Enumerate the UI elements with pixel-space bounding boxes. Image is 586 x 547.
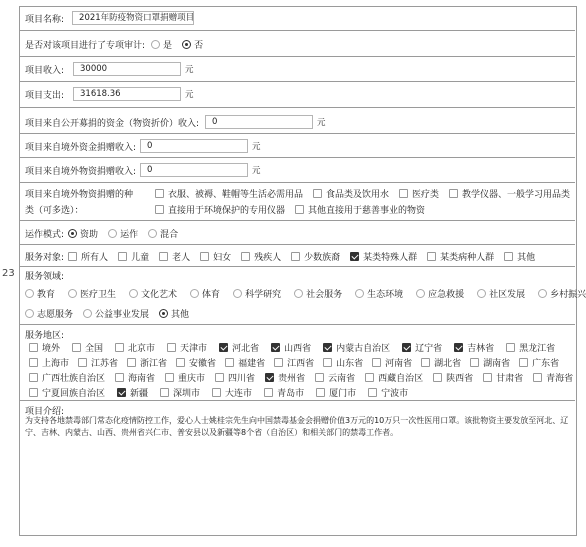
option-label: 其他 — [517, 253, 536, 263]
checkbox[interactable] — [372, 358, 381, 367]
targets-line-option[interactable] — [350, 250, 417, 263]
fields-line1-option[interactable] — [477, 287, 525, 300]
option-label: 甘肃省 — [496, 374, 524, 384]
intro-text: 为支持各地禁毒部门常态化疫情防控工作，爱心人士姚桂宗先生向中国禁毒基金会捐赠价值3万元的10万只一次性医用口罩。该批物资主要发放至河北、辽宁、吉林、内蒙古、山西、贵州省兴仁市、普安县以及新疆等8个省（自治区）和相关部门的禁毒工作者。 — [25, 416, 569, 437]
radio[interactable] — [416, 289, 425, 298]
option-label: 医疗卫生 — [80, 290, 117, 300]
option-label: 四川省 — [228, 374, 256, 384]
option-label: 江西省 — [287, 359, 315, 369]
regions-line4-option[interactable] — [117, 386, 148, 399]
checkbox[interactable] — [200, 252, 209, 261]
overseas-goods-label: 项目来自境外物资捐赠收入: — [25, 166, 137, 177]
option-label: 辽宁省 — [415, 344, 443, 354]
income-label: 项目收入: — [25, 65, 65, 76]
fields-line1-option[interactable] — [233, 287, 281, 300]
project-name-field[interactable]: 2021年防疫物资口罩捐赠项目 — [72, 11, 194, 25]
checkbox[interactable] — [29, 373, 38, 382]
row-project-name — [19, 6, 575, 30]
option-label: 浙江省 — [140, 359, 168, 369]
checkbox[interactable] — [470, 358, 479, 367]
option-label: 某类特殊人群 — [363, 253, 418, 263]
checkbox[interactable] — [115, 343, 124, 352]
radio[interactable] — [83, 309, 92, 318]
regions-line4-option[interactable] — [368, 386, 408, 399]
option-label: 公益事业发展 — [95, 310, 150, 320]
checkbox[interactable] — [265, 373, 274, 382]
option-label: 社会服务 — [306, 290, 343, 300]
regions-line2-option[interactable] — [225, 356, 265, 369]
overseas-fund-label: 项目来自境外资金捐赠收入: — [25, 142, 137, 153]
goods-types-label-2: 类（可多选）： — [25, 206, 84, 216]
row-targets — [19, 244, 575, 266]
radio[interactable] — [190, 289, 199, 298]
option-label: 河北省 — [232, 344, 260, 354]
checkbox[interactable] — [78, 358, 87, 367]
option-label: 广西壮族自治区 — [42, 374, 106, 384]
checkbox[interactable] — [506, 343, 515, 352]
checkbox[interactable] — [155, 205, 164, 214]
checkbox[interactable] — [399, 189, 408, 198]
checkbox[interactable] — [291, 252, 300, 261]
option-label: 文化艺术 — [141, 290, 178, 300]
targets-line-option[interactable] — [68, 250, 108, 263]
checkbox[interactable] — [225, 358, 234, 367]
row-intro — [19, 400, 575, 534]
checkbox[interactable] — [160, 388, 169, 397]
checkbox[interactable] — [115, 373, 124, 382]
radio[interactable] — [159, 309, 168, 318]
checkbox[interactable] — [483, 373, 492, 382]
fields-line1-option[interactable] — [294, 287, 342, 300]
fields-line1-option[interactable] — [416, 287, 464, 300]
fields-line2-option[interactable] — [159, 307, 189, 320]
intro-label: 项目介绍: — [25, 407, 65, 417]
regions-line1-option[interactable] — [323, 341, 390, 354]
goods-types-label-1: 项目来自境外物资捐赠的种 — [25, 190, 134, 200]
regions-line4-option[interactable] — [160, 386, 200, 399]
checkbox[interactable] — [176, 358, 185, 367]
checkbox[interactable] — [167, 343, 176, 352]
row-fields — [19, 266, 586, 324]
expense-unit: 元 — [185, 90, 194, 100]
radio[interactable] — [68, 229, 77, 238]
audit-option-yes[interactable]: 是 — [151, 38, 172, 51]
option-label: 残疾人 — [254, 253, 282, 263]
option-label: 西藏自治区 — [378, 374, 424, 384]
regions-line4-option[interactable] — [264, 386, 304, 399]
radio[interactable] — [68, 289, 77, 298]
radio[interactable] — [355, 289, 364, 298]
option-label: 应急救援 — [428, 290, 465, 300]
row-overseas-fund — [19, 133, 575, 157]
checkbox[interactable] — [219, 343, 228, 352]
public-income-field[interactable]: 0 — [205, 115, 313, 129]
option-label: 云南省 — [328, 374, 356, 384]
checkbox[interactable] — [433, 373, 442, 382]
radio[interactable] — [25, 289, 34, 298]
audit-label: 是否对该项目进行了专项审计: — [25, 41, 146, 51]
option-label: 社区发展 — [489, 290, 526, 300]
checkbox[interactable] — [350, 252, 359, 261]
checkbox[interactable] — [155, 189, 164, 198]
regions-line2-option[interactable] — [519, 356, 559, 369]
option-label: 少数族裔 — [304, 253, 341, 263]
checkbox[interactable] — [264, 388, 273, 397]
row-income — [19, 56, 575, 81]
option-label: 河南省 — [385, 359, 413, 369]
regions-line4-option[interactable] — [316, 386, 356, 399]
fields-line2-option[interactable] — [25, 307, 73, 320]
option-label: 老人 — [172, 253, 191, 263]
mode-option-mixed[interactable]: 混合 — [148, 227, 178, 240]
regions-line1-option[interactable] — [115, 341, 155, 354]
option-label: 福建省 — [238, 359, 266, 369]
fields-line1-option[interactable] — [129, 287, 177, 300]
checkbox[interactable] — [212, 388, 221, 397]
project-name-label: 项目名称: — [25, 14, 65, 25]
overseas-goods-field[interactable]: 0 — [140, 163, 248, 177]
regions-line1-option[interactable] — [271, 341, 311, 354]
option-label: 宁波市 — [381, 389, 409, 399]
checkbox[interactable] — [165, 373, 174, 382]
targets-line-option[interactable] — [291, 250, 340, 263]
targets-label: 服务对象: — [25, 253, 65, 263]
targets-line-option[interactable] — [159, 250, 190, 263]
regions-line2-option[interactable] — [323, 356, 363, 369]
regions-line3-option[interactable] — [115, 371, 155, 384]
option-label: 安徽省 — [189, 359, 217, 369]
checkbox[interactable] — [368, 388, 377, 397]
regions-line4-option[interactable] — [29, 386, 105, 399]
regions-line1-option[interactable] — [72, 341, 103, 354]
option-label: 大连市 — [225, 389, 253, 399]
overseas-fund-unit: 元 — [252, 142, 261, 152]
regions-line2-option[interactable] — [372, 356, 412, 369]
targets-line-option[interactable] — [241, 250, 281, 263]
overseas-fund-field[interactable]: 0 — [140, 139, 248, 153]
option-label: 北京市 — [128, 344, 156, 354]
checkbox[interactable] — [313, 189, 322, 198]
checkbox[interactable] — [127, 358, 136, 367]
checkbox[interactable] — [29, 343, 38, 352]
option-label: 所有人 — [81, 253, 109, 263]
income-unit: 元 — [185, 65, 194, 75]
checkbox[interactable] — [274, 358, 283, 367]
mode-option-fund[interactable]: 资助 — [68, 227, 98, 240]
overseas-goods-unit: 元 — [252, 166, 261, 176]
goods-type-medical[interactable]: 医疗类 — [399, 187, 439, 200]
checkbox[interactable] — [315, 373, 324, 382]
option-label: 其他 — [171, 310, 190, 320]
radio-no[interactable] — [182, 40, 191, 49]
regions-line1-option[interactable] — [402, 341, 442, 354]
row-number: 23 — [2, 268, 15, 279]
option-label: 江苏省 — [91, 359, 119, 369]
option-label: 山西省 — [284, 344, 312, 354]
fields-line1-option[interactable] — [538, 287, 586, 300]
option-label: 吉林省 — [467, 344, 495, 354]
targets-line-option[interactable] — [427, 250, 494, 263]
regions-line1-option[interactable] — [219, 341, 259, 354]
regions-line3-option[interactable] — [29, 371, 105, 384]
targets-line-option[interactable] — [504, 250, 535, 263]
checkbox[interactable] — [449, 189, 458, 198]
option-label: 深圳市 — [173, 389, 201, 399]
checkbox[interactable] — [159, 252, 168, 261]
checkbox[interactable] — [316, 388, 325, 397]
regions-line3-option[interactable] — [265, 371, 305, 384]
option-label: 广东省 — [532, 359, 560, 369]
row-audit — [19, 30, 575, 56]
radio[interactable] — [294, 289, 303, 298]
option-label: 厦门市 — [329, 389, 357, 399]
regions-label: 服务地区: — [25, 331, 65, 341]
checkbox[interactable] — [365, 373, 374, 382]
regions-line1-option[interactable] — [167, 341, 207, 354]
checkbox[interactable] — [72, 343, 81, 352]
regions-line2-option[interactable] — [127, 356, 167, 369]
goods-type-necessities[interactable]: 衣服、被褥、鞋帽等生活必需用品 — [155, 187, 303, 200]
radio[interactable] — [148, 229, 157, 238]
radio[interactable] — [108, 229, 117, 238]
option-label: 海南省 — [128, 374, 156, 384]
goods-type-teaching[interactable]: 教学仪器、一般学习用品类 — [449, 187, 570, 200]
regions-line3-option[interactable] — [533, 371, 573, 384]
option-label: 志愿服务 — [37, 310, 74, 320]
option-label: 乡村振兴 — [550, 290, 586, 300]
regions-line1-option[interactable] — [29, 341, 60, 354]
row-public-income — [19, 107, 575, 133]
row-goods-types — [19, 182, 575, 220]
regions-line3-option[interactable] — [483, 371, 523, 384]
radio-yes[interactable] — [151, 40, 160, 49]
option-label: 湖北省 — [434, 359, 462, 369]
public-income-unit: 元 — [317, 118, 326, 128]
option-label: 某类病种人群 — [440, 253, 495, 263]
mode-option-operate[interactable]: 运作 — [108, 227, 138, 240]
option-label: 生态环境 — [367, 290, 404, 300]
checkbox[interactable] — [454, 343, 463, 352]
checkbox[interactable] — [118, 252, 127, 261]
option-label: 全国 — [85, 344, 104, 354]
option-label: 重庆市 — [178, 374, 206, 384]
checkbox[interactable] — [323, 358, 332, 367]
regions-line1-option[interactable] — [506, 341, 555, 354]
checkbox[interactable] — [402, 343, 411, 352]
goods-type-env[interactable]: 直接用于环境保护的专用仪器 — [155, 203, 285, 216]
option-label: 教育 — [37, 290, 56, 300]
checkbox[interactable] — [504, 252, 513, 261]
checkbox[interactable] — [295, 205, 304, 214]
option-label: 境外 — [42, 344, 61, 354]
radio[interactable] — [477, 289, 486, 298]
checkbox[interactable] — [323, 343, 332, 352]
regions-line2-option[interactable] — [176, 356, 216, 369]
option-label: 新疆 — [130, 389, 149, 399]
checkbox[interactable] — [68, 252, 77, 261]
checkbox[interactable] — [117, 388, 126, 397]
mode-label: 运作模式: — [25, 230, 65, 240]
option-label: 科学研究 — [245, 290, 282, 300]
option-label: 内蒙古自治区 — [336, 344, 391, 354]
row-mode — [19, 220, 575, 244]
radio[interactable] — [129, 289, 138, 298]
option-label: 天津市 — [180, 344, 208, 354]
regions-line3-option[interactable] — [215, 371, 255, 384]
fields-label: 服务领域: — [25, 272, 65, 282]
option-label: 体育 — [202, 290, 221, 300]
option-label: 妇女 — [213, 253, 232, 263]
goods-type-food[interactable]: 食品类及饮用水 — [313, 187, 389, 200]
public-income-label: 项目来自公开募捐的资金（物资折价）收入: — [25, 118, 200, 129]
fields-line1-option[interactable] — [190, 287, 220, 300]
checkbox[interactable] — [215, 373, 224, 382]
option-label: 贵州省 — [278, 374, 306, 384]
option-label: 青岛市 — [277, 389, 305, 399]
fields-line1-option[interactable] — [25, 287, 55, 300]
targets-line-option[interactable] — [200, 250, 231, 263]
regions-line1-option[interactable] — [454, 341, 494, 354]
row-expense — [19, 81, 575, 107]
radio[interactable] — [233, 289, 242, 298]
regions-line2-option[interactable] — [78, 356, 118, 369]
regions-line2-option[interactable] — [29, 356, 69, 369]
checkbox[interactable] — [427, 252, 436, 261]
option-label: 宁夏回族自治区 — [42, 389, 106, 399]
option-label: 儿童 — [131, 253, 150, 263]
option-label: 青海省 — [546, 374, 574, 384]
row-regions — [19, 324, 575, 400]
expense-label: 项目支出: — [25, 90, 65, 101]
option-label: 湖南省 — [483, 359, 511, 369]
regions-line2-option[interactable] — [470, 356, 510, 369]
regions-line3-option[interactable] — [165, 371, 205, 384]
regions-line3-option[interactable] — [433, 371, 473, 384]
regions-line4-option[interactable] — [212, 386, 252, 399]
fields-line1-option[interactable] — [68, 287, 116, 300]
expense-field[interactable]: 31618.36 — [73, 87, 181, 101]
checkbox[interactable] — [271, 343, 280, 352]
radio[interactable] — [538, 289, 547, 298]
checkbox[interactable] — [519, 358, 528, 367]
row-overseas-goods — [19, 157, 575, 182]
option-label: 黑龙江省 — [519, 344, 556, 354]
checkbox[interactable] — [29, 358, 38, 367]
fields-line2-option[interactable] — [83, 307, 149, 320]
regions-line2-option[interactable] — [274, 356, 314, 369]
regions-line2-option[interactable] — [421, 356, 461, 369]
audit-option-no[interactable]: 否 — [182, 38, 203, 51]
checkbox[interactable] — [421, 358, 430, 367]
option-label: 上海市 — [42, 359, 70, 369]
regions-line3-option[interactable] — [315, 371, 355, 384]
checkbox[interactable] — [241, 252, 250, 261]
option-label: 陕西省 — [446, 374, 474, 384]
fields-line1-option[interactable] — [355, 287, 403, 300]
income-field[interactable]: 30000 — [73, 62, 181, 76]
regions-line3-option[interactable] — [365, 371, 423, 384]
targets-line-option[interactable] — [118, 250, 149, 263]
option-label: 山东省 — [336, 359, 364, 369]
checkbox[interactable] — [29, 388, 38, 397]
goods-type-other[interactable]: 其他直接用于慈善事业的物资 — [295, 203, 425, 216]
radio[interactable] — [25, 309, 34, 318]
checkbox[interactable] — [533, 373, 542, 382]
